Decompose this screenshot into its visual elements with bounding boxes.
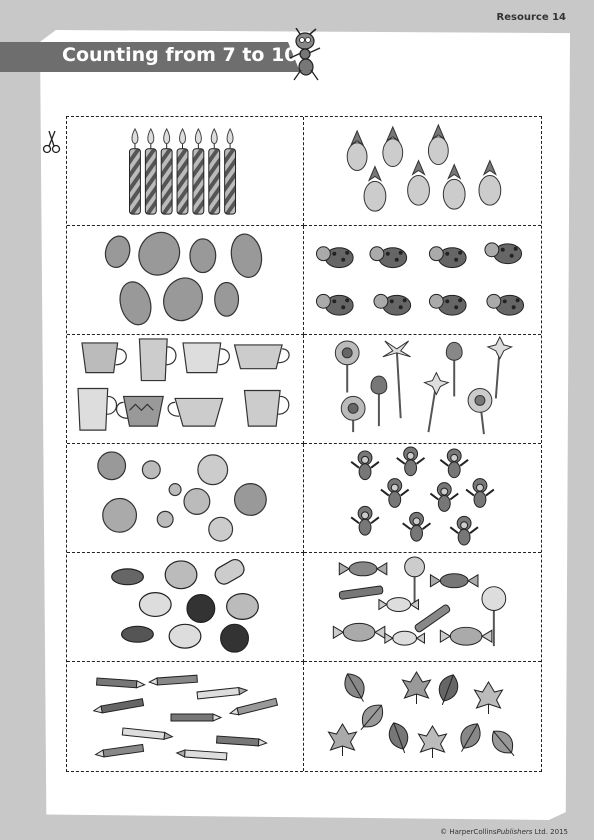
card-grid <box>66 116 542 772</box>
card-pencils <box>67 662 304 771</box>
flower-icon <box>304 335 541 443</box>
card-pineapples <box>304 117 541 226</box>
pencil-icon <box>67 662 303 771</box>
card-sweets <box>304 553 541 662</box>
monkey-icon <box>304 444 541 552</box>
leaf-icon <box>304 662 541 771</box>
card-cups <box>67 335 304 444</box>
resource-label: Resource 14 <box>496 12 566 23</box>
ant-mascot-icon <box>284 28 328 82</box>
card-biscuits <box>67 553 304 662</box>
card-flowers <box>304 335 541 444</box>
card-ladybirds <box>304 226 541 335</box>
biscuit-icon <box>67 553 303 661</box>
card-potatoes <box>67 226 304 335</box>
scissors-icon <box>42 130 62 154</box>
card-candles <box>67 117 304 226</box>
potato-icon <box>67 226 303 334</box>
ladybird-icon <box>304 226 541 334</box>
candle-icon <box>67 117 303 225</box>
pineapple-icon <box>304 117 541 225</box>
card-monkeys <box>304 444 541 553</box>
copyright-footer: © HarperCollinsPublishers Ltd. 2015 <box>440 828 568 836</box>
card-leaves <box>304 662 541 771</box>
coin-icon <box>67 444 303 552</box>
page-title: Counting from 7 to 10 <box>62 44 298 66</box>
card-coins <box>67 444 304 553</box>
cup-icon <box>67 335 303 443</box>
sweet-icon <box>304 553 541 661</box>
